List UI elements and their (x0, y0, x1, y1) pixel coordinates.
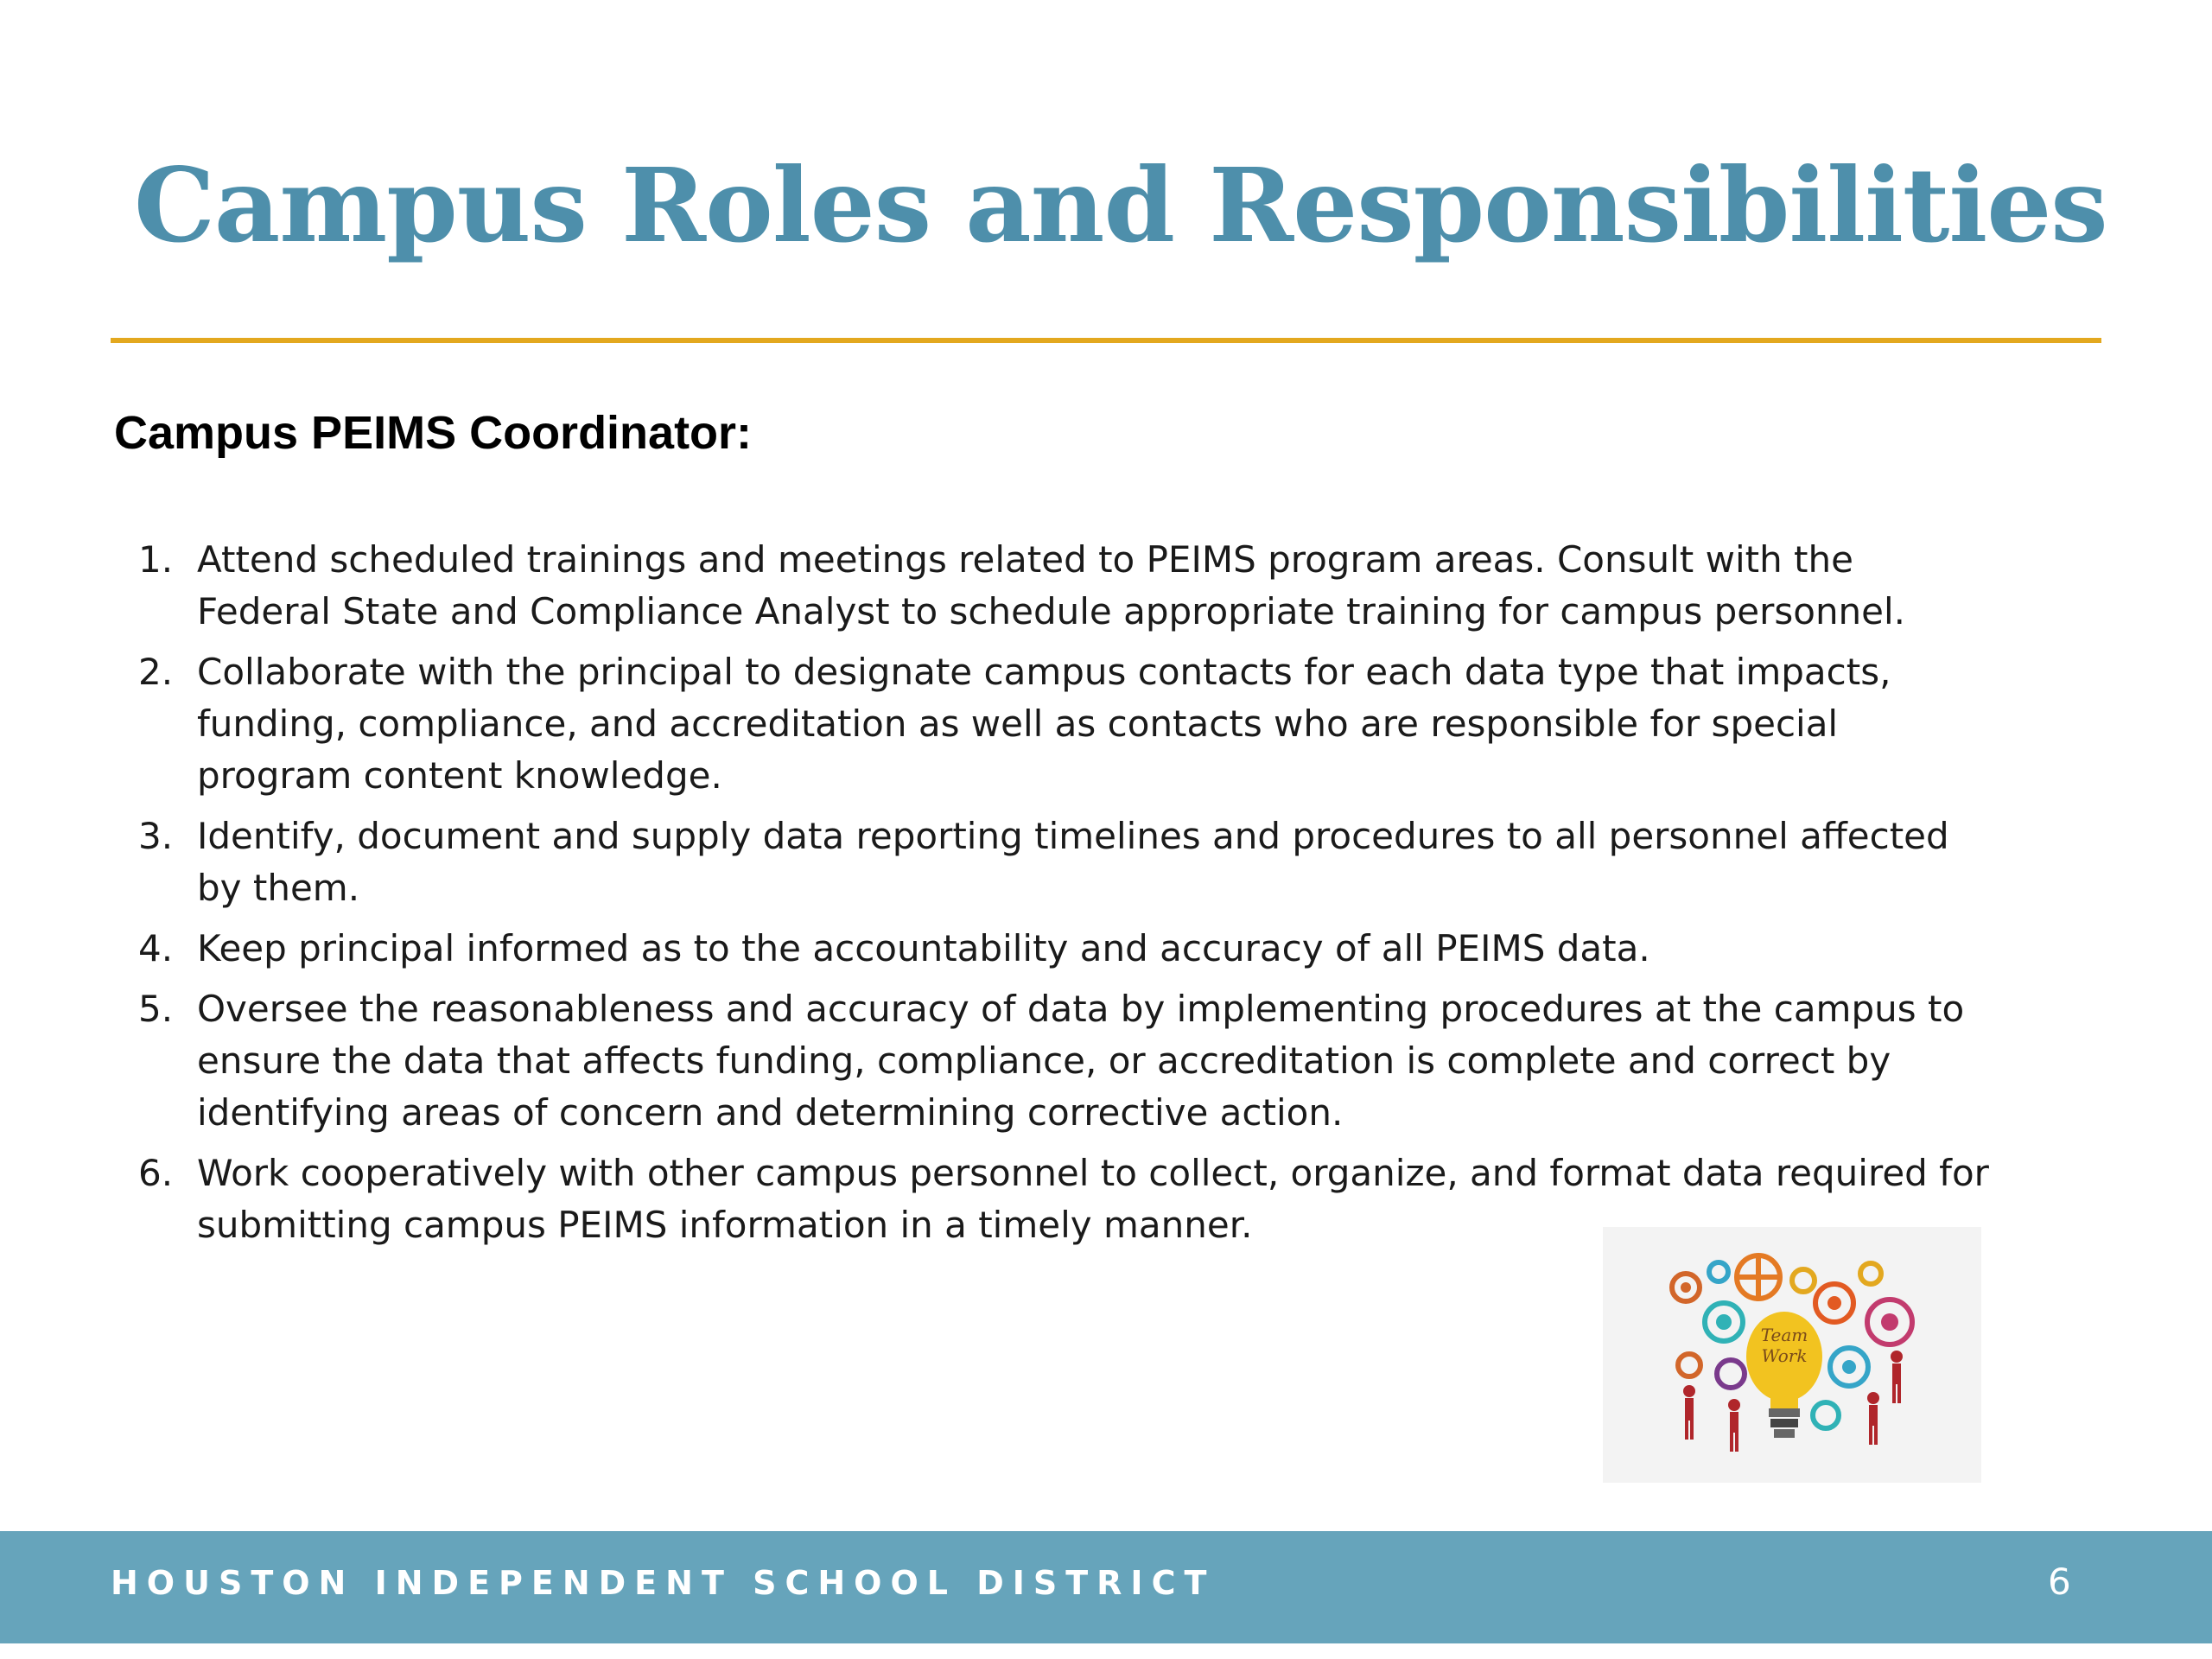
section-subtitle: Campus PEIMS Coordinator: (114, 407, 753, 459)
page-number: 6 (2048, 1560, 2071, 1603)
list-item-text: Collaborate with the principal to designate campus contacts for each data type that impacts, funding, compliance, and accreditation as well as contacts who are responsible for special program content knowledge. (197, 651, 1891, 797)
footer-organization: HOUSTON INDEPENDENT SCHOOL DISTRICT (111, 1564, 1216, 1602)
teamwork-illustration (1603, 1227, 1981, 1483)
list-item (138, 810, 1996, 914)
list-item-text: Work cooperatively with other campus personnel to collect, organize, and format data required for submitting campus PEIMS information in a timely manner. (197, 1152, 1989, 1246)
list-item-text: Keep principal informed as to the accountability and accuracy of all PEIMS data. (197, 927, 1650, 969)
list-item-text: Attend scheduled trainings and meetings related to PEIMS program areas. Consult with the Federal State and Compliance Analyst to schedule appropriate training for campus personnel. (197, 538, 1906, 632)
list-item (138, 534, 1996, 638)
list-item-number: 2. (138, 651, 174, 693)
teamwork-lightbulb-gears-icon (1603, 1227, 1981, 1483)
list-item-text: Oversee the reasonableness and accuracy of data by implementing procedures at the campus to ensure the data that affects funding, compliance, or accreditation is complete and correct by identifying areas of concern and determining corrective action. (197, 988, 1965, 1134)
list-item (138, 646, 1996, 802)
list-item-number: 4. (138, 927, 174, 969)
list-item-number: 3. (138, 815, 174, 857)
title-divider (111, 338, 2101, 343)
list-item-text: Identify, document and supply data reporting timelines and procedures to all personnel affected by them. (197, 815, 1949, 909)
list-item (138, 923, 1996, 975)
list-item (138, 983, 1996, 1139)
slide-title: Campus Roles and Responsibilities (134, 145, 2107, 265)
list-item-number: 5. (138, 988, 174, 1030)
list-item-number: 1. (138, 538, 174, 581)
responsibilities-list (138, 534, 1996, 1260)
svg-text:Team: Team (1760, 1325, 1808, 1345)
list-item-number: 6. (138, 1152, 174, 1194)
svg-text:Work: Work (1761, 1345, 1808, 1366)
